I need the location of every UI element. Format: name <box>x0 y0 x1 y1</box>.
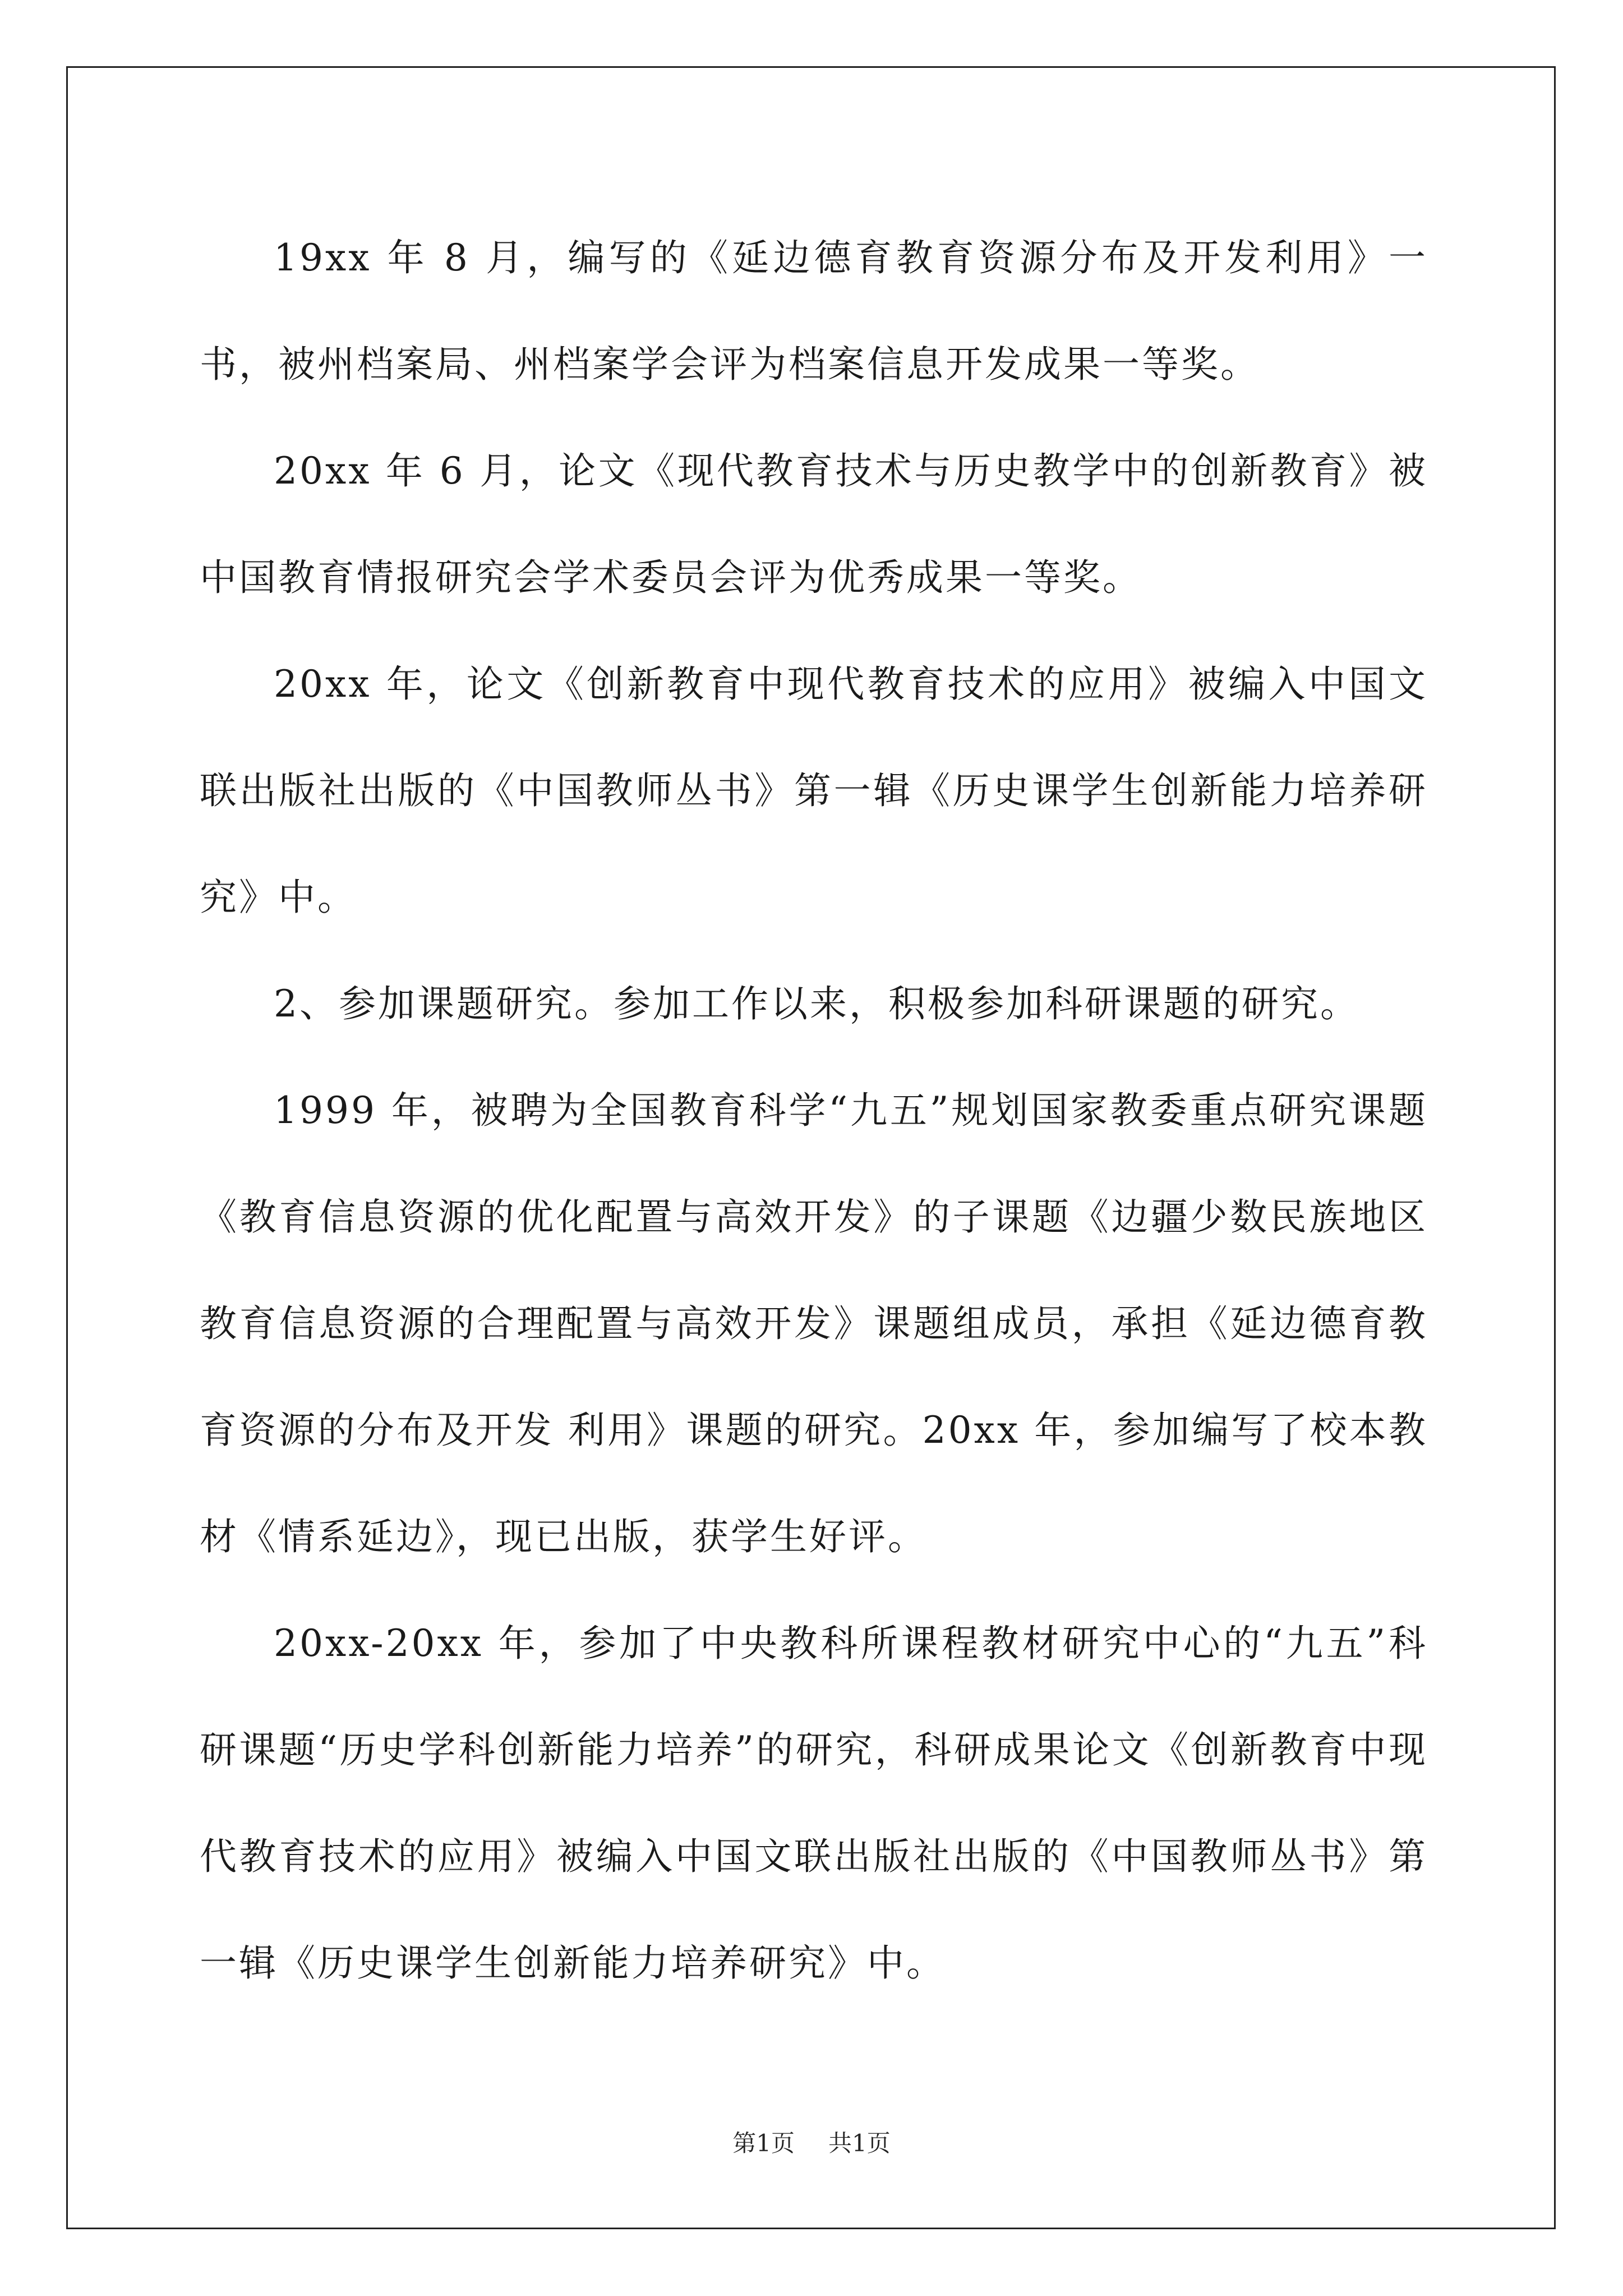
paragraph-award-1: 19xx 年 8 月，编写的《延边德育教育资源分布及开发利用》一书，被州档案局、州档案学会评为档案信息开发成果一等奖。 <box>200 236 1428 386</box>
document-body <box>200 205 1428 2017</box>
page-footer <box>0 2125 1623 2159</box>
page-number-current: 第1页 <box>732 2129 795 2157</box>
page-number-total: 共1页 <box>828 2129 891 2157</box>
paragraph-research-jiuwu: 20xx-20xx 年，参加了中央教科所课程教材研究中心的“九五”科研课题“历史学科创新能力培养”的研究，科研成果论文《创新教育中现代教育技术的应用》被编入中国文联出版社出版的《中国教师丛书》第一辑《历史课学生创新能力培养研究》中。 <box>200 1622 1428 1985</box>
paragraph-research-1999: 1999 年，被聘为全国教育科学“九五”规划国家教委重点研究课题《教育信息资源的优化配置与高效开发》的子课题《边疆少数民族地区教育信息资源的合理配置与高效开发》课题组成员，承担《延边德育教育资源的分布及开发 利用》课题的研究。20xx 年，参加编写了校本教材《情系延边》，现已出版，获学生好评。 <box>200 1089 1428 1558</box>
paragraph-paper-3: 20xx 年，论文《创新教育中现代教育技术的应用》被编入中国文联出版社出版的《中国教师丛书》第一辑《历史课学生创新能力培养研究》中。 <box>200 662 1428 919</box>
paragraph-award-2: 20xx 年 6 月，论文《现代教育技术与历史教学中的创新教育》被中国教育情报研究会学术委员会评为优秀成果一等奖。 <box>200 449 1428 599</box>
paragraph-research-heading: 2、参加课题研究。参加工作以来，积极参加科研课题的研究。 <box>274 982 1359 1025</box>
